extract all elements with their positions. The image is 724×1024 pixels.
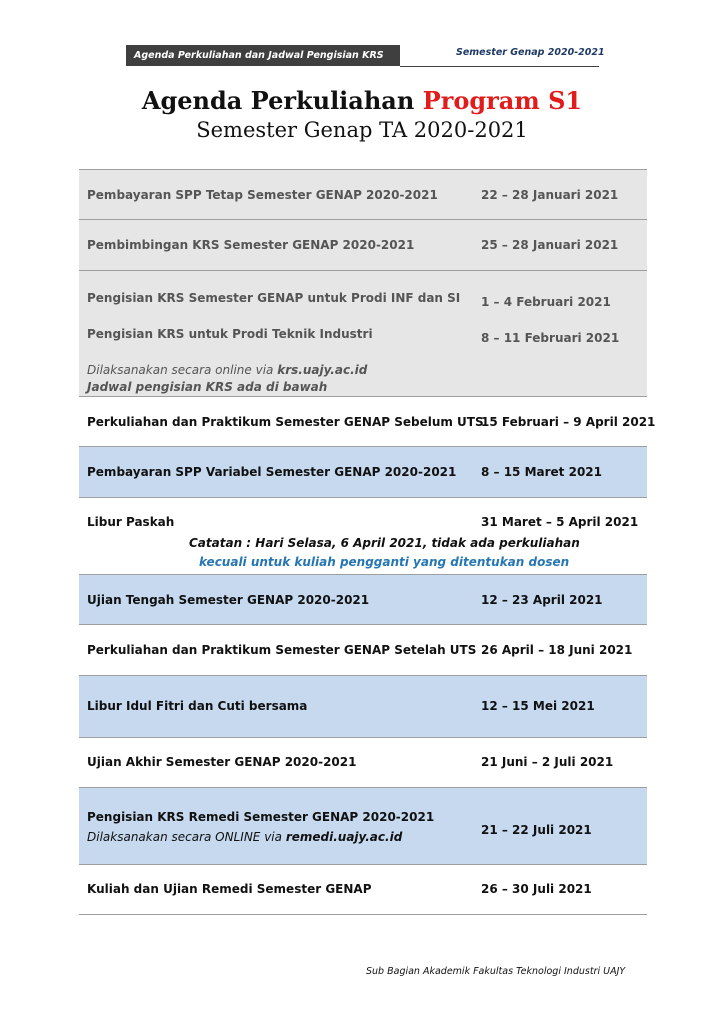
agenda-note	[87, 830, 402, 844]
agenda-desc: Ujian Tengah Semester GENAP 2020-2021	[87, 593, 370, 607]
footer-text: Sub Bagian Akademik Fakultas Teknologi Industri UAJY	[366, 966, 626, 977]
agenda-table	[79, 169, 656, 915]
agenda-desc: Kuliah dan Ujian Remedi Semester GENAP	[87, 882, 372, 896]
agenda-desc-secondary: Pengisian KRS untuk Prodi Teknik Industri	[87, 327, 373, 341]
agenda-desc: Pengisian KRS Semester GENAP untuk Prodi INF dan SI	[87, 291, 461, 305]
agenda-row	[79, 220, 647, 271]
agenda-desc: Perkuliahan dan Praktikum Semester GENAP Setelah UTS	[87, 643, 477, 657]
agenda-row	[79, 575, 647, 625]
agenda-exception-note: kecuali untuk kuliah pengganti yang ditentukan dosen	[199, 555, 570, 569]
agenda-row	[79, 170, 647, 220]
agenda-note-link: remedi.uajy.ac.id	[285, 830, 403, 844]
page-title-main: Agenda Perkuliahan	[141, 86, 415, 115]
agenda-date: 22 – 28 Januari 2021	[481, 188, 619, 202]
agenda-catatan: Catatan : Hari Selasa, 6 April 2021, tidak ada perkuliahan	[189, 536, 580, 550]
agenda-desc: Libur Idul Fitri dan Cuti bersama	[87, 699, 308, 713]
agenda-date: 25 – 28 Januari 2021	[481, 238, 619, 252]
page-title	[0, 86, 724, 115]
agenda-date: 26 April – 18 Juni 2021	[481, 643, 633, 657]
agenda-note-link: krs.uajy.ac.id	[277, 363, 368, 377]
agenda-row	[79, 498, 647, 575]
agenda-note-prefix: Dilaksanakan secara ONLINE via	[87, 830, 286, 844]
agenda-desc: Pembayaran SPP Variabel Semester GENAP 2020-2021	[87, 465, 457, 479]
agenda-note-secondary: Jadwal pengisian KRS ada di bawah	[87, 380, 328, 394]
agenda-row	[79, 865, 647, 915]
agenda-desc: Pembayaran SPP Tetap Semester GENAP 2020-2021	[87, 188, 438, 202]
agenda-row	[79, 397, 656, 447]
agenda-date: 12 – 23 April 2021	[481, 593, 603, 607]
agenda-date: 8 – 15 Maret 2021	[481, 465, 602, 479]
agenda-row	[79, 271, 647, 397]
agenda-desc: Libur Paskah	[87, 515, 175, 529]
agenda-date: 1 – 4 Februari 2021	[481, 295, 611, 309]
page-subtitle: Semester Genap TA 2020-2021	[196, 118, 528, 142]
header-right-label: Semester Genap 2020-2021	[456, 47, 605, 58]
agenda-date: 21 Juni – 2 Juli 2021	[481, 755, 614, 769]
agenda-date: 21 – 22 Juli 2021	[481, 823, 592, 837]
agenda-row	[79, 625, 647, 676]
agenda-date: 15 Februari – 9 April 2021	[481, 415, 656, 429]
agenda-date: 31 Maret – 5 April 2021	[481, 515, 639, 529]
header-divider	[400, 66, 599, 67]
agenda-date: 26 – 30 Juli 2021	[481, 882, 592, 896]
agenda-desc: Perkuliahan dan Praktikum Semester GENAP Sebelum UTS	[87, 415, 484, 429]
agenda-note	[87, 363, 367, 377]
agenda-date-secondary: 8 – 11 Februari 2021	[481, 331, 620, 345]
agenda-date: 12 – 15 Mei 2021	[481, 699, 595, 713]
agenda-row	[79, 447, 647, 498]
agenda-desc: Ujian Akhir Semester GENAP 2020-2021	[87, 755, 357, 769]
agenda-desc: Pengisian KRS Remedi Semester GENAP 2020-2021	[87, 810, 435, 824]
agenda-row	[79, 738, 647, 788]
agenda-row	[79, 676, 647, 738]
agenda-note-prefix: Dilaksanakan secara online via	[87, 363, 278, 377]
agenda-desc: Pembimbingan KRS Semester GENAP 2020-2021	[87, 238, 415, 252]
page-title-accent: Program S1	[422, 86, 583, 115]
agenda-row	[79, 788, 647, 865]
header-left-label: Agenda Perkuliahan dan Jadwal Pengisian KRS	[126, 45, 400, 66]
